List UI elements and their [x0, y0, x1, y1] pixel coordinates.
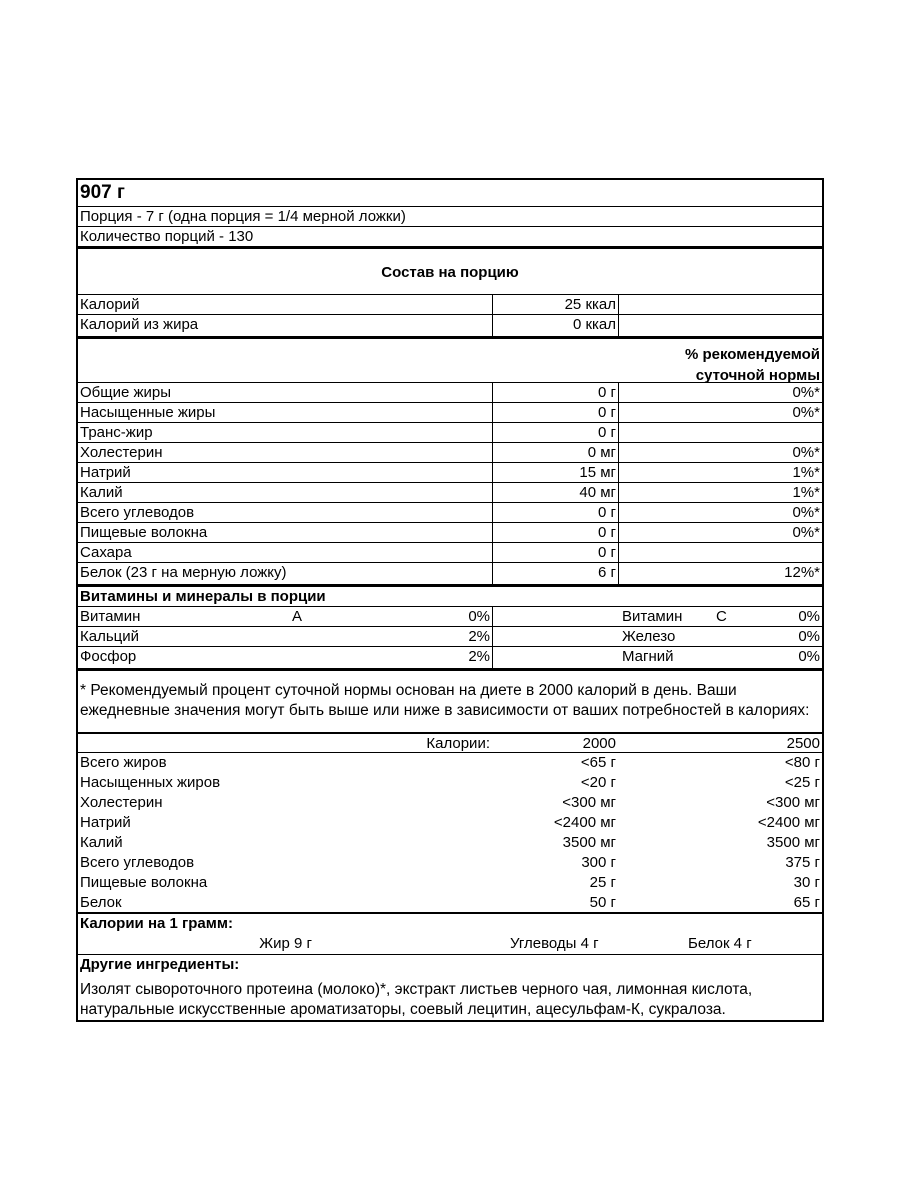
- reference-name: Насыщенных жиров: [80, 774, 221, 791]
- nutrient-name: Белок (23 г на мерную ложку): [80, 564, 287, 581]
- nutrient-amount: 0 г: [492, 503, 618, 522]
- weight-row: [78, 180, 822, 206]
- calories-per-gram-fat: Жир 9 г: [259, 935, 312, 952]
- reference-row: [78, 853, 822, 873]
- vitamin-left-value: 2%: [468, 648, 490, 665]
- nutrient-name: Натрий: [80, 464, 131, 481]
- dv-header-line1: % рекомендуемой: [684, 346, 820, 363]
- vitamin-left-sub: A: [292, 608, 303, 625]
- nutrient-amount: 6 г: [492, 563, 618, 584]
- nutrient-dv: [618, 423, 822, 442]
- nutrient-name: Сахара: [80, 544, 132, 561]
- reference-row: [78, 753, 822, 773]
- ingredients-title: Другие ингредиенты:: [80, 956, 240, 973]
- nutrition-facts-label: [76, 178, 824, 1022]
- nutrient-name: Пищевые волокна: [80, 524, 208, 541]
- nutrient-amount: 0 г: [492, 403, 618, 422]
- vitamin-right-value: 0%: [798, 608, 820, 625]
- nutrient-dv: [618, 543, 822, 562]
- nutrient-row: [78, 542, 822, 562]
- nutrient-name: Холестерин: [80, 444, 163, 461]
- nutrient-name: Калий: [80, 484, 123, 501]
- reference-v2: <300 мг: [766, 794, 820, 811]
- reference-v2: <2400 мг: [757, 814, 820, 831]
- nutrient-row: [78, 482, 822, 502]
- nutrient-row: [78, 522, 822, 542]
- nutrient-dv: 0%*: [618, 403, 822, 422]
- calories-per-gram-protein: Белок 4 г: [688, 935, 752, 952]
- composition-title: Состав на порцию: [381, 264, 519, 281]
- vitamin-row: [78, 606, 822, 626]
- vitamin-right-value: 0%: [798, 648, 820, 665]
- nutrient-name: Транс-жир: [80, 424, 153, 441]
- ingredients-text: [78, 979, 754, 1023]
- reference-row: [78, 893, 822, 913]
- servings-count: Количество порций - 130: [80, 228, 254, 245]
- reference-row: [78, 793, 822, 813]
- reference-v1: <20 г: [580, 774, 616, 791]
- vitamin-right-name: Магний: [622, 648, 674, 665]
- vitamin-row: [78, 626, 822, 646]
- reference-name: Калий: [80, 834, 123, 851]
- package-weight: 907 г: [80, 182, 125, 203]
- calories-row: [78, 294, 822, 314]
- reference-col1: 2000: [582, 735, 616, 752]
- calories-amount: 25 ккал: [492, 295, 618, 314]
- reference-calories-label: Калории:: [426, 735, 490, 752]
- reference-row: [78, 833, 822, 853]
- reference-name: Холестерин: [80, 794, 163, 811]
- ingredients-line2: натуральные искусственные ароматизаторы, соевый лецитин, ацесульфам-К, сукралоза.: [80, 1001, 726, 1018]
- nutrient-dv: 0%*: [618, 503, 822, 522]
- calories-fat-dv: [618, 315, 822, 336]
- reference-name: Натрий: [80, 814, 131, 831]
- nutrient-dv: 1%*: [618, 463, 822, 482]
- nutrient-row: [78, 462, 822, 482]
- nutrient-row: [78, 382, 822, 402]
- calories-per-gram-carbs: Углеводы 4 г: [510, 935, 599, 952]
- nutrient-amount: 0 г: [492, 383, 618, 402]
- calories-fat-name: Калорий из жира: [80, 316, 199, 333]
- vitamin-right-sub: C: [716, 608, 727, 625]
- nutrient-dv: 1%*: [618, 483, 822, 502]
- reference-name: Белок: [80, 894, 122, 911]
- vitamin-left-value: 0%: [468, 608, 490, 625]
- nutrient-amount: 0 г: [492, 523, 618, 542]
- vitamin-spacer: [492, 647, 618, 668]
- reference-v2: 3500 мг: [766, 834, 820, 851]
- calories-name: Калорий: [80, 296, 140, 313]
- vitamin-left-name: Кальций: [80, 628, 139, 645]
- reference-v2: 30 г: [793, 874, 820, 891]
- reference-v1: <2400 мг: [553, 814, 616, 831]
- reference-rows: [78, 752, 822, 912]
- nutrient-amount: 0 г: [492, 423, 618, 442]
- reference-v2: 375 г: [785, 854, 820, 871]
- reference-name: Всего жиров: [80, 754, 167, 771]
- nutrient-amount: 0 мг: [492, 443, 618, 462]
- reference-row: [78, 873, 822, 893]
- nutrient-dv: 0%*: [618, 383, 822, 402]
- ingredients-line1: Изолят сывороточного протеина (молоко)*, экстракт листьев черного чая, лимонная кислота,: [80, 981, 753, 998]
- vitamin-left-name: Фосфор: [80, 648, 137, 665]
- nutrient-dv: 12%*: [618, 563, 822, 584]
- vitamin-left-name: Витамин: [80, 608, 141, 625]
- nutrient-row: [78, 402, 822, 422]
- vitamins-title-row: [78, 584, 822, 606]
- calories-per-gram: [78, 912, 822, 954]
- nutrient-row: [78, 422, 822, 442]
- reference-row: [78, 773, 822, 793]
- vitamin-right-name: Витамин: [622, 608, 683, 625]
- nutrient-row: [78, 442, 822, 462]
- footnote-line1: * Рекомендуемый процент суточной нормы основан на диете в 2000 калорий в день. Ваши: [80, 682, 737, 699]
- nutrient-name: Всего углеводов: [80, 504, 195, 521]
- reference-row: [78, 813, 822, 833]
- reference-v1: 300 г: [581, 854, 616, 871]
- vitamin-row: [78, 646, 822, 668]
- reference-v1: <300 мг: [562, 794, 616, 811]
- calories-per-gram-title: Калории на 1 грамм:: [80, 915, 233, 932]
- ingredients: [78, 954, 822, 1020]
- calories-fat-row: [78, 314, 822, 336]
- serving-row: [78, 206, 822, 226]
- nutrient-name: Насыщенные жиры: [80, 404, 216, 421]
- reference-v2: 65 г: [793, 894, 820, 911]
- nutrient-dv: 0%*: [618, 443, 822, 462]
- footnote: [78, 668, 822, 730]
- footnote-text: [78, 671, 822, 730]
- servings-count-row: [78, 226, 822, 246]
- reference-v2: <25 г: [784, 774, 820, 791]
- reference-v1: 25 г: [589, 874, 616, 891]
- nutrient-amount: 0 г: [492, 543, 618, 562]
- dv-header: [683, 343, 822, 382]
- dv-header-row: [78, 336, 822, 382]
- vitamin-spacer: [492, 627, 618, 646]
- reference-col2: 2500: [786, 735, 820, 752]
- nutrient-amount: 15 мг: [492, 463, 618, 482]
- vitamin-spacer: [492, 607, 618, 626]
- reference-header-row: [78, 732, 822, 752]
- calories-fat-amount: 0 ккал: [492, 315, 618, 336]
- dv-header-line2: суточной нормы: [695, 367, 820, 384]
- nutrient-amount: 40 мг: [492, 483, 618, 502]
- reference-v1: 3500 мг: [562, 834, 616, 851]
- reference-v2: <80 г: [784, 754, 820, 771]
- nutrient-name: Общие жиры: [80, 384, 172, 401]
- vitamin-right-value: 0%: [798, 628, 820, 645]
- serving-size: Порция - 7 г (одна порция = 1/4 мерной ложки): [80, 208, 406, 225]
- footnote-line2: ежедневные значения могут быть выше или ниже в зависимости от ваших потребностей в калориях:: [80, 702, 810, 719]
- nutrient-row: [78, 502, 822, 522]
- vitamin-left-value: 2%: [468, 628, 490, 645]
- calories-dv: [618, 295, 822, 314]
- reference-v1: <65 г: [580, 754, 616, 771]
- nutrient-row: [78, 562, 822, 584]
- reference-name: Всего углеводов: [80, 854, 195, 871]
- nutrient-dv: 0%*: [618, 523, 822, 542]
- vitamins-title: Витамины и минералы в порции: [80, 588, 326, 605]
- composition-title-row: [78, 246, 822, 294]
- reference-v1: 50 г: [589, 894, 616, 911]
- reference-name: Пищевые волокна: [80, 874, 208, 891]
- vitamin-right-name: Железо: [622, 628, 676, 645]
